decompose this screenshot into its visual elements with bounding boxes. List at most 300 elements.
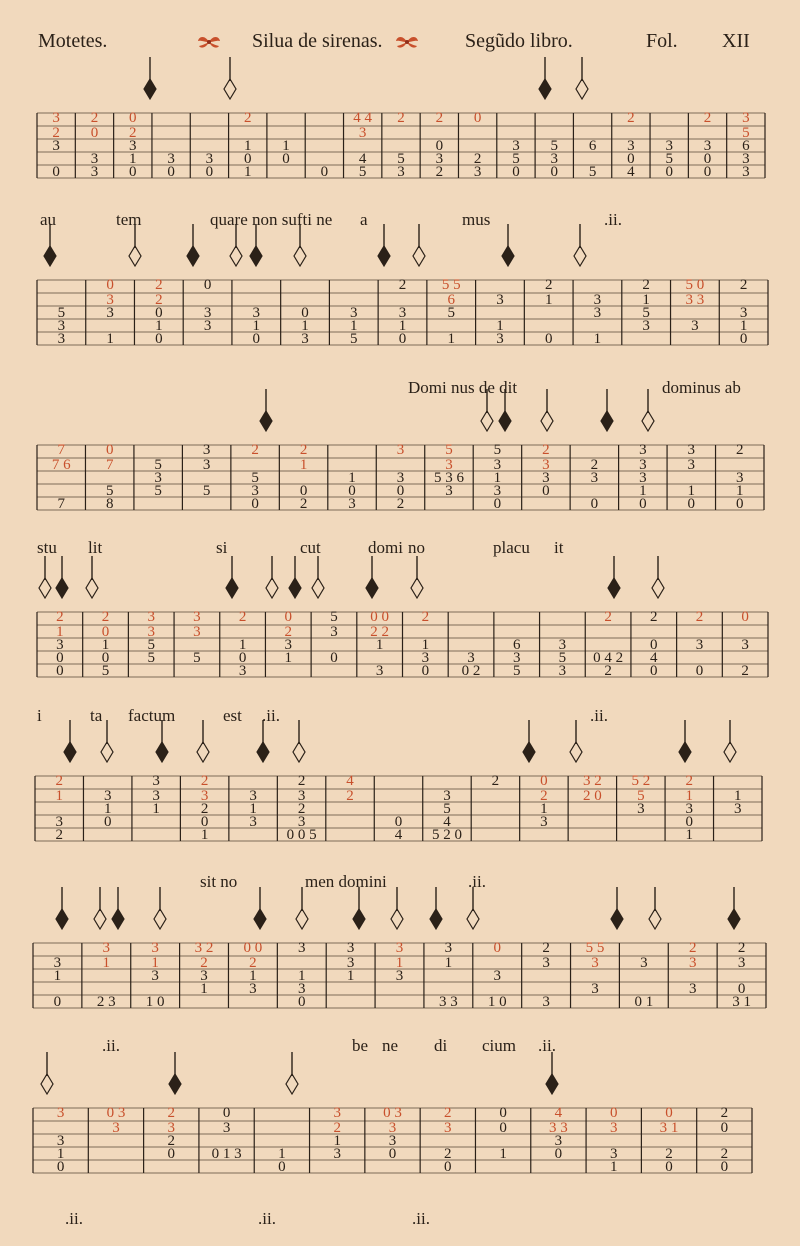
lyric-syllable: di (434, 1036, 448, 1055)
fret-number: 1 (444, 955, 453, 971)
fret-number: 0 (421, 663, 430, 679)
fret-number: 5 (397, 151, 405, 167)
fret-number: 5 2 0 (431, 827, 462, 843)
fret-number: 3 (375, 663, 384, 679)
fret-number: 2 (650, 609, 658, 625)
fret-number: 3 (493, 968, 501, 984)
rhythm-sign (574, 246, 586, 266)
tablature-system (33, 1052, 752, 1175)
rhythm-sign (266, 578, 278, 598)
rhythm-sign (499, 411, 511, 431)
fret-number: 1 (301, 318, 309, 334)
tablature-system (35, 720, 762, 843)
rhythm-sign (608, 578, 620, 598)
fret-number: 3 (284, 637, 293, 653)
fret-number: 2 (251, 442, 259, 458)
fret-number: 1 (421, 637, 430, 653)
fret-number: 0 (56, 1159, 65, 1175)
fret-number: 3 (297, 788, 306, 804)
fret-number: 4 (627, 164, 635, 180)
lyric-syllable: si (216, 538, 228, 557)
fret-number: 1 0 (487, 994, 507, 1010)
fret-number: 0 (129, 110, 137, 126)
rhythm-sign (601, 411, 613, 431)
fret-number: 0 (90, 125, 99, 141)
fret-number: 2 (604, 663, 612, 679)
fret-number: 1 (56, 1146, 65, 1162)
lyric-syllable: tem (116, 210, 142, 229)
fret-number: 0 (736, 496, 744, 512)
fret-number: 3 (203, 318, 212, 334)
fret-number: 3 (56, 1105, 65, 1121)
fret-number: 0 (650, 637, 658, 653)
fret-number: 3 (396, 442, 405, 458)
fret-number: 5 (447, 305, 455, 321)
fret-number: 5 (443, 801, 451, 817)
fret-number: 1 (348, 470, 356, 486)
lyric-syllable: it (554, 538, 564, 557)
fret-number: 3 (542, 994, 550, 1010)
fret-number: 3 2 (194, 940, 214, 956)
fret-number: 3 (742, 164, 750, 180)
fret-number: 3 (200, 788, 209, 804)
fret-number: 5 (642, 305, 650, 321)
fret-number: 1 (53, 968, 62, 984)
fret-number: 3 (151, 940, 159, 956)
fret-number: 0 (741, 609, 749, 625)
fret-number: 0 (627, 151, 635, 167)
fret-number: 3 (249, 981, 257, 997)
fret-number: 1 (346, 968, 355, 984)
fret-number: 2 (155, 277, 163, 293)
lyric-syllable: .ii. (604, 210, 622, 229)
fret-number: 3 (493, 457, 502, 473)
rhythm-sign (169, 1074, 181, 1094)
lyric-syllable: domi (368, 538, 403, 557)
fret-number: 1 (642, 292, 650, 308)
fret-number: 5 (445, 442, 453, 458)
rhythm-sign (197, 742, 209, 762)
fret-number: 0 (650, 663, 658, 679)
fret-number: 3 (558, 663, 567, 679)
fret-number: 3 (57, 331, 66, 347)
rhythm-sign (502, 246, 514, 266)
fret-number: 0 (542, 483, 550, 499)
fret-number: 0 (348, 483, 356, 499)
fret-number: 5 (193, 650, 201, 666)
fret-number: 2 (397, 110, 405, 126)
fret-number: 2 (421, 609, 430, 625)
fret-number: 3 (734, 801, 742, 817)
fret-number: 5 2 (631, 773, 651, 789)
fret-number: 3 (590, 470, 599, 486)
fret-number: 0 (720, 1120, 729, 1136)
fret-number: 1 (249, 801, 257, 817)
lyric-syllable: mus (462, 210, 491, 229)
fret-number: 0 (685, 814, 694, 830)
fret-number: 2 (736, 442, 744, 458)
fret-number: 1 (685, 788, 694, 804)
fret-number: 4 (394, 827, 403, 843)
fret-number: 2 (155, 292, 163, 308)
fret-number: 2 (200, 955, 208, 971)
fret-number: 3 (346, 955, 355, 971)
fret-number: 0 (665, 164, 673, 180)
fret-number: 3 (691, 318, 699, 334)
fret-number: 2 (238, 609, 247, 625)
fret-number: 0 (703, 164, 712, 180)
fret-number: 2 (284, 624, 293, 640)
rhythm-sign (129, 246, 141, 266)
fret-number: 0 (301, 305, 309, 321)
header-folio-number: XII (722, 30, 750, 52)
fret-number: 0 (554, 1146, 563, 1162)
fret-number: 5 (350, 331, 358, 347)
fret-number: 4 (346, 773, 354, 789)
fret-number: 5 (147, 650, 155, 666)
fret-number: 2 (741, 663, 749, 679)
fret-number: 3 (152, 773, 160, 789)
fret-number: 0 (243, 151, 252, 167)
fret-number: 3 (435, 151, 444, 167)
fret-number: 3 (496, 331, 504, 347)
fret-number: 3 (152, 788, 160, 804)
fret-number: 3 (540, 814, 548, 830)
fret-number: 3 (395, 940, 404, 956)
fret-number: 5 (154, 483, 162, 499)
rhythm-sign (144, 79, 156, 99)
fret-number: 2 (396, 496, 405, 512)
lyric-syllable: be (352, 1036, 369, 1055)
fret-number: 2 (642, 277, 650, 293)
fret-number: 5 5 (441, 277, 461, 293)
fret-number: 3 (251, 483, 259, 499)
lyric-syllable: Domi nus de dit (408, 378, 518, 397)
fret-number: 1 (734, 788, 742, 804)
fret-number: 3 (200, 968, 208, 984)
rhythm-sign (391, 909, 403, 929)
fret-number: 1 (493, 470, 502, 486)
rhythm-sign (94, 909, 106, 929)
fret-number: 3 (554, 1133, 563, 1149)
fret-number: 3 (56, 637, 64, 653)
fret-number: 0 (298, 994, 306, 1010)
rhythm-sign (156, 742, 168, 762)
fret-number: 3 (350, 305, 358, 321)
lyric-syllable: au (40, 210, 57, 229)
fret-number: 1 (200, 981, 208, 997)
fret-number: 3 (443, 788, 451, 804)
fret-number: 3 (330, 624, 338, 640)
fret-number: 0 (695, 663, 704, 679)
fret-number: 0 0 5 (286, 827, 317, 843)
fret-number: 2 (720, 1146, 729, 1162)
fret-number: 2 (435, 164, 444, 180)
fret-number: 0 (703, 151, 712, 167)
lyric-syllable: .ii. (102, 1036, 120, 1055)
rhythm-sign (570, 742, 582, 762)
fret-number: 3 (591, 981, 599, 997)
fret-number: 0 (155, 305, 163, 321)
fret-number: 3 (742, 151, 750, 167)
fret-number: 3 (736, 470, 744, 486)
fret-number: 0 (299, 483, 308, 499)
fret-number: 0 0 (243, 940, 263, 956)
fret-number: 1 (540, 801, 548, 817)
fret-number: 2 (695, 609, 704, 625)
fret-number: 3 (591, 955, 599, 971)
fret-number: 3 (297, 814, 306, 830)
fret-number: 5 (637, 788, 645, 804)
fret-number: 0 (282, 151, 290, 167)
fret-number: 1 (282, 138, 290, 154)
fret-number: 3 (542, 470, 550, 486)
rhythm-sign (411, 578, 423, 598)
fret-number: 1 (687, 483, 696, 499)
fret-number: 2 2 (370, 624, 390, 640)
rhythm-sign (430, 909, 442, 929)
fret-number: 3 (57, 318, 66, 334)
fret-number: 3 (112, 1120, 120, 1136)
fret-number: 0 (203, 277, 212, 293)
fret-number: 1 (496, 318, 504, 334)
fret-number: 5 (358, 164, 367, 180)
fret-number: 1 (249, 968, 257, 984)
fret-number: 4 (443, 814, 451, 830)
fret-number: 0 0 (370, 609, 390, 625)
fret-number: 1 (398, 318, 407, 334)
fret-number: 3 1 (732, 994, 751, 1010)
lyric-syllable: cium (482, 1036, 516, 1055)
lyric-syllable: sit no (200, 872, 238, 891)
fret-number: 0 2 (461, 663, 481, 679)
fret-number: 3 (252, 305, 261, 321)
fret-number: 0 (590, 496, 599, 512)
fret-number: 3 (333, 1146, 341, 1162)
fret-number: 5 (105, 483, 114, 499)
fret-number: 6 (512, 637, 521, 653)
fret-number: 3 (249, 788, 257, 804)
fret-number: 2 (243, 110, 252, 126)
fret-number: 2 (544, 277, 553, 293)
fret-number: 1 (395, 955, 404, 971)
fret-number: 2 (685, 773, 694, 789)
rhythm-sign (289, 578, 301, 598)
rhythm-sign (112, 909, 124, 929)
fret-number: 0 3 (383, 1105, 402, 1121)
rhythm-sign (226, 578, 238, 598)
rhythm-sign (679, 742, 691, 762)
fret-number: 3 (639, 442, 647, 458)
fret-number: 0 (101, 624, 110, 640)
fret-number: 3 (205, 151, 214, 167)
fret-number: 4 (554, 1105, 563, 1121)
fret-number: 0 (512, 164, 520, 180)
fret-number: 3 (106, 305, 114, 321)
fret-number: 2 (52, 125, 60, 141)
fret-number: 0 (540, 773, 548, 789)
fret-number: 0 (56, 650, 64, 666)
tablature-system (37, 389, 764, 512)
fret-number: 0 (284, 609, 293, 625)
fret-number: 7 (105, 457, 114, 473)
tablature-system (37, 556, 768, 679)
fret-number: 2 (167, 1105, 176, 1121)
fret-number: 3 (333, 1105, 341, 1121)
fret-number: 0 (252, 331, 261, 347)
fret-number: 3 (52, 138, 60, 154)
fret-number: 3 (640, 955, 648, 971)
fret-number: 0 (493, 496, 502, 512)
fret-number: 0 (435, 138, 444, 154)
fret-number: 0 (720, 1159, 729, 1175)
fret-number: 5 (101, 663, 110, 679)
fret-number: 1 (333, 1133, 341, 1149)
fret-number: 0 (103, 814, 112, 830)
lyric-syllable: .ii. (65, 1209, 83, 1228)
fret-number: 7 6 (51, 457, 71, 473)
fret-number: 3 (741, 637, 749, 653)
lyric-syllable: i (37, 706, 42, 725)
fret-number: 2 (398, 277, 407, 293)
fret-number: 2 (346, 788, 354, 804)
fret-number: 3 (665, 138, 673, 154)
fret-number: 4 (358, 151, 367, 167)
fret-number: 3 (688, 981, 697, 997)
fret-number: 6 (742, 138, 750, 154)
rhythm-sign (224, 79, 236, 99)
rhythm-sign (539, 79, 551, 99)
fret-number: 3 (193, 609, 201, 625)
fret-number: 2 (540, 788, 548, 804)
fret-number: 2 (703, 110, 712, 126)
fret-number: 3 (348, 496, 356, 512)
fret-number: 2 (167, 1133, 176, 1149)
fret-number: 0 (167, 164, 175, 180)
fret-number: 3 (129, 138, 137, 154)
lyric-syllable: placu (493, 538, 530, 557)
fret-number: 1 0 (145, 994, 165, 1010)
fret-number: 5 (512, 151, 520, 167)
fret-number: 2 (55, 827, 63, 843)
header-folio-label: Fol. (646, 30, 678, 52)
rhythm-sign (611, 909, 623, 929)
fret-number: 1 (593, 331, 602, 347)
fret-number: 3 3 (438, 994, 458, 1010)
fret-number: 1 (102, 955, 111, 971)
fret-number: 2 (590, 457, 599, 473)
fret-number: 3 (249, 814, 257, 830)
fret-number: 3 (167, 151, 175, 167)
fret-number: 7 (57, 496, 65, 512)
fret-number: 3 (56, 1133, 65, 1149)
rhythm-sign (230, 246, 242, 266)
rhythm-sign (56, 578, 68, 598)
fret-number: 3 (473, 164, 482, 180)
fret-number: 1 (243, 138, 252, 154)
rhythm-sign (541, 411, 553, 431)
lyric-syllable: men domini (305, 872, 387, 891)
fret-number: 0 (665, 1159, 673, 1175)
fret-number: 3 (639, 457, 647, 473)
fret-number: 2 3 (96, 994, 116, 1010)
fret-number: 2 (739, 277, 748, 293)
fret-number: 0 1 (634, 994, 654, 1010)
fret-number: 0 (56, 663, 64, 679)
lyric-syllable: est (223, 706, 242, 725)
fret-number: 3 (90, 164, 99, 180)
fret-number: 0 (396, 483, 405, 499)
fret-number: 5 (154, 457, 162, 473)
rhythm-sign (286, 1074, 298, 1094)
fret-number: 0 (398, 331, 407, 347)
fret-number: 0 (394, 814, 403, 830)
fret-number: 1 (350, 318, 358, 334)
tablature-system (33, 887, 766, 1010)
header-genre: Motetes. (38, 30, 108, 52)
fret-number: 3 3 (549, 1120, 568, 1136)
fret-number: 0 (330, 650, 338, 666)
fret-number: 3 (687, 457, 696, 473)
fret-number: 0 (238, 650, 247, 666)
fret-number: 1 (609, 1159, 618, 1175)
fret-number: 2 (542, 940, 550, 956)
fret-number: 0 (737, 981, 746, 997)
fret-number: 0 (665, 1105, 673, 1121)
rhythm-sign (724, 742, 736, 762)
fret-number: 3 (147, 624, 155, 640)
fret-number: 3 (396, 470, 405, 486)
fret-number: 2 (101, 609, 110, 625)
fret-number: 0 (473, 110, 482, 126)
fret-number: 0 (550, 164, 559, 180)
fret-number: 3 (703, 138, 712, 154)
fret-number: 3 (103, 788, 112, 804)
fret-number: 0 (278, 1159, 286, 1175)
rhythm-sign (44, 246, 56, 266)
fret-number: 0 (320, 164, 329, 180)
fret-number: 1 (447, 331, 455, 347)
rhythm-sign (523, 742, 535, 762)
fret-number: 0 (493, 940, 501, 956)
fret-number: 0 (106, 277, 114, 293)
fret-number: 3 (444, 940, 453, 956)
fret-number: 0 1 3 (211, 1146, 242, 1162)
fret-number: 3 (444, 1120, 452, 1136)
rhythm-sign (546, 1074, 558, 1094)
fret-number: 3 (154, 470, 162, 486)
rhythm-sign (642, 411, 654, 431)
fret-number: 6 (447, 292, 455, 308)
lyric-syllable: a (360, 210, 368, 229)
fret-number: 3 (688, 955, 697, 971)
fret-number: 1 (284, 650, 293, 666)
fret-number: 5 (493, 442, 502, 458)
fret-number: 3 (298, 940, 306, 956)
fret-number: 2 (737, 940, 746, 956)
fret-number: 1 (56, 624, 64, 640)
fret-number: 7 (57, 442, 65, 458)
fret-number: 3 (642, 318, 650, 334)
fret-number: 0 (53, 994, 62, 1010)
fret-number: 1 (101, 637, 110, 653)
fret-number: 5 (147, 637, 155, 653)
rhythm-sign (250, 246, 262, 266)
fret-number: 2 (90, 110, 99, 126)
fret-number: 1 (55, 788, 63, 804)
fret-number: 0 (52, 164, 60, 180)
rhythm-sign (254, 909, 266, 929)
